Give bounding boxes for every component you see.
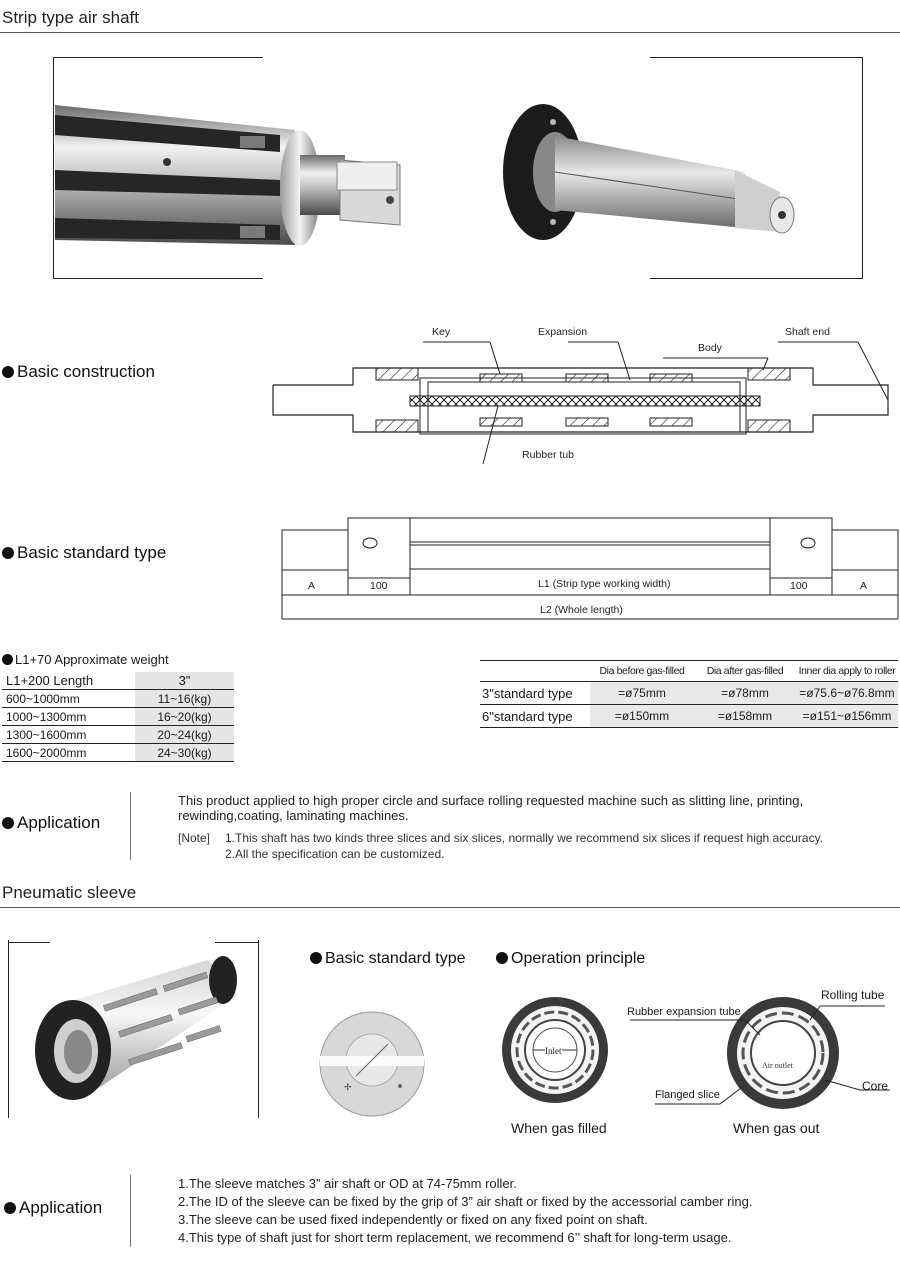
bullet-icon — [4, 1202, 16, 1214]
sleeve-photo — [18, 955, 248, 1115]
note-1: 1.This shaft has two kinds three slices and six slices, normally we recommend six slices if request high accuracy. — [225, 831, 824, 845]
sleeve-application-heading — [4, 1198, 102, 1218]
construction-heading-text: Basic construction — [17, 362, 155, 381]
table-cell: 6"standard type — [480, 705, 590, 728]
table-row — [480, 682, 898, 705]
gas-filled-caption: When gas filled — [511, 1120, 607, 1136]
dim-l1: L1 (Strip type working width) — [538, 578, 671, 590]
note-2: 2.All the specification can be customized. — [225, 847, 445, 861]
table-header — [480, 661, 590, 682]
flanged-shaft-photo — [495, 100, 800, 245]
divider — [130, 1175, 131, 1247]
dim-a-right: A — [860, 580, 868, 592]
label-core: Core — [862, 1079, 889, 1093]
table-row — [2, 690, 234, 708]
crop-mark — [8, 940, 9, 1118]
table-cell: 3" — [135, 672, 234, 690]
sleeve-application-heading-text: Application — [19, 1198, 103, 1217]
label-shaft-end: Shaft end — [785, 326, 830, 338]
crop-mark — [650, 278, 862, 279]
section-rule — [0, 907, 900, 908]
crop-mark — [53, 57, 263, 58]
table-row — [2, 744, 234, 762]
strip-shaft-photo — [55, 100, 415, 250]
table-header: Dia after gas-filled — [694, 661, 796, 682]
construction-heading — [2, 362, 155, 382]
bullet-icon — [2, 817, 14, 829]
list-item: 3.The sleeve can be used fixed independently or fixed on any fixed point on shaft. — [178, 1212, 648, 1227]
weight-table-caption — [2, 652, 169, 667]
label-rubber-tub: Rubber tub — [522, 449, 574, 461]
dim-100-left: 100 — [370, 580, 388, 592]
label-rubber-tube: Rubber expansion tube — [627, 1006, 741, 1018]
bullet-icon — [310, 952, 322, 964]
strip-application-text: This product applied to high proper circle and surface rolling requested machine such as slitting line, printing, rewinding,coating, laminating machines. — [178, 793, 804, 823]
label-leaders — [620, 990, 895, 1110]
section-title-strip: Strip type air shaft — [2, 8, 140, 27]
table-cell: 16~20(kg) — [135, 708, 234, 726]
label-key: Key — [432, 326, 451, 338]
dia-table — [480, 660, 898, 728]
table-cell: 20~24(kg) — [135, 726, 234, 744]
label-flanged-slice: Flanged slice — [655, 1089, 720, 1101]
table-cell: 1300~1600mm — [2, 726, 135, 744]
table-cell: =ø78mm — [694, 682, 796, 705]
sleeve-application-list — [178, 1175, 893, 1247]
table-cell: L1+200 Length — [2, 672, 135, 690]
sleeve-basic-heading-text: Basic standard type — [325, 950, 466, 967]
table-cell: 11~16(kg) — [135, 690, 234, 708]
table-cell: =ø75.6~ø76.8mm — [796, 682, 898, 705]
table-cell: 3"standard type — [480, 682, 590, 705]
table-header: Inner dia apply to roller — [796, 661, 898, 682]
gas-out-caption: When gas out — [733, 1120, 820, 1136]
weight-caption-text: L1+70 Approximate weight — [15, 652, 169, 667]
dim-l2: L2 (Whole length) — [540, 604, 623, 616]
table-cell: 24~30(kg) — [135, 744, 234, 762]
section-rule — [0, 32, 900, 33]
table-cell: 1000~1300mm — [2, 708, 135, 726]
divider — [130, 792, 131, 860]
table-cell: =ø151~ø156mm — [796, 705, 898, 728]
table-header-row — [2, 672, 234, 690]
construction-diagram — [268, 320, 898, 470]
bullet-icon — [2, 366, 14, 378]
standard-type-heading-text: Basic standard type — [17, 543, 167, 562]
table-cell: =ø158mm — [694, 705, 796, 728]
strip-application-heading-text: Application — [17, 813, 101, 832]
inlet-label: Inlet — [545, 1046, 562, 1056]
sleeve-basic-heading — [310, 950, 466, 968]
section-title-sleeve: Pneumatic sleeve — [2, 883, 137, 902]
bullet-icon — [2, 547, 14, 559]
weight-table — [2, 672, 234, 762]
crop-mark — [258, 940, 259, 1118]
bullet-icon — [2, 654, 13, 665]
crop-mark — [8, 942, 50, 943]
table-row — [2, 726, 234, 744]
table-row — [480, 705, 898, 728]
table-cell: 600~1000mm — [2, 690, 135, 708]
label-expansion: Expansion — [538, 326, 588, 338]
note-label: [Note] — [178, 831, 211, 845]
crop-mark — [862, 57, 863, 279]
list-item: 2.The ID of the sleeve can be fixed by the grip of 3” air shaft or fixed by the accessorial camber ring. — [178, 1194, 753, 1209]
table-cell: =ø75mm — [590, 682, 694, 705]
operation-heading — [496, 950, 645, 968]
strip-application-heading — [2, 813, 100, 833]
bullet-icon — [496, 952, 508, 964]
svg-text:✢: ✢ — [344, 1082, 352, 1092]
table-cell: 1600~2000mm — [2, 744, 135, 762]
label-body: Body — [698, 342, 722, 354]
standard-type-heading — [2, 543, 166, 563]
table-header: Dia before gas-filled — [590, 661, 694, 682]
crop-mark — [215, 942, 258, 943]
dim-100-right: 100 — [790, 580, 808, 592]
sleeve-disc-diagram — [318, 1010, 426, 1118]
dim-a-left: A — [308, 580, 316, 592]
crop-mark — [53, 278, 263, 279]
list-item: 4.This type of shaft just for short term replacement, we recommend 6’’ shaft for long-term usage. — [178, 1230, 732, 1245]
svg-text:Air outlet: Air outlet — [762, 1061, 793, 1070]
table-header-row — [480, 661, 898, 682]
table-row — [2, 708, 234, 726]
crop-mark — [53, 57, 54, 279]
crop-mark — [650, 57, 862, 58]
table-cell: =ø150mm — [590, 705, 694, 728]
label-rolling-tube: Rolling tube — [821, 988, 885, 1002]
operation-heading-text: Operation principle — [511, 950, 646, 967]
list-item: 1.The sleeve matches 3” air shaft or OD at 74-75mm roller. — [178, 1176, 517, 1191]
